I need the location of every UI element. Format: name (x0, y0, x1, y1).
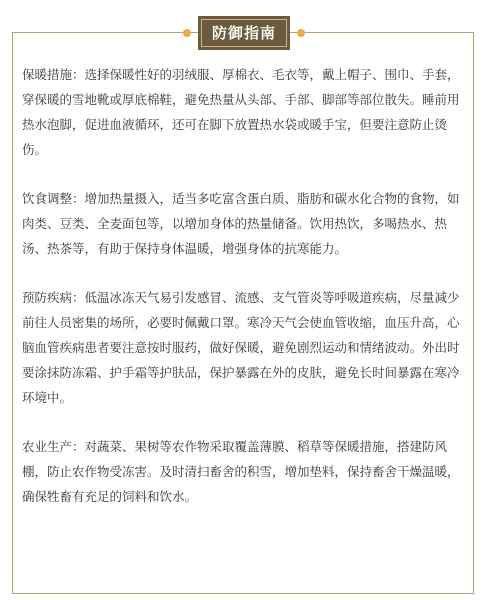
guide-content (22, 62, 466, 509)
right-dot-icon (297, 29, 305, 37)
section-title: 防御指南 (198, 16, 290, 50)
left-dot-icon (183, 29, 191, 37)
paragraph-warmth: 保暖措施：选择保暖性好的羽绒服、厚棉衣、毛衣等，戴上帽子、围巾、手套，穿保暖的雪地靴或厚底棉鞋，避免热量从头部、手部、脚部等部位散失。睡前用热水泡脚，促进血液循环，还可在脚下放置热水袋或暖手宝，但要注意防止烫伤。 (22, 67, 460, 157)
paragraph-disease-prevention: 预防疾病：低温冰冻天气易引发感冒、流感、支气管炎等呼吸道疾病，尽量减少前往人员密集的场所，必要时佩戴口罩。寒冷天气会使血管收缩，血压升高，心脑血管疾病患者要注意按时服药，做好保暖，避免剧烈运动和情绪波动。外出时要涂抹防冻霜、护手霜等护肤品，保护暴露在外的皮肤，避免长时间暴露在寒冷环境中。 (22, 290, 460, 405)
section-header (0, 16, 488, 50)
paragraph-agriculture: 农业生产：对蔬菜、果树等农作物采取覆盖薄膜、稻草等保暖措施，搭建防风棚，防止农作物受冻害。及时清扫畜舍的积雪，增加垫料，保持畜舍干燥温暖，确保牲畜有充足的饲料和饮水。 (22, 439, 460, 504)
paragraph-diet: 饮食调整：增加热量摄入，适当多吃富含蛋白质、脂肪和碳水化合物的食物，如肉类、豆类、全麦面包等，以增加身体的热量储备。饮用热饮，多喝热水、热汤、热茶等，有助于保持身体温暖，增强身体的抗寒能力。 (22, 191, 460, 256)
